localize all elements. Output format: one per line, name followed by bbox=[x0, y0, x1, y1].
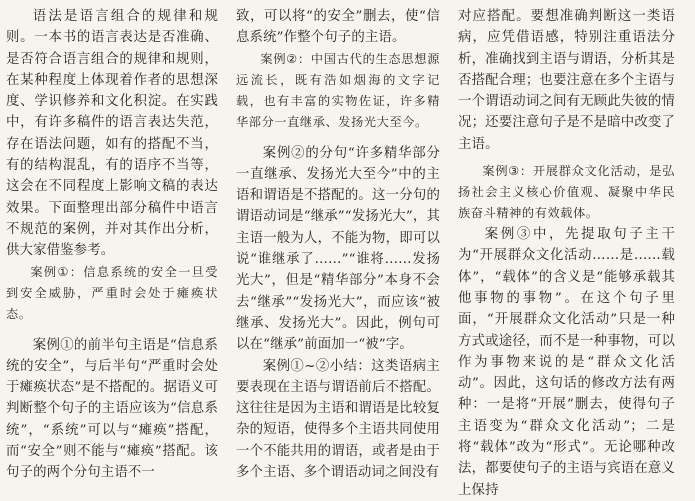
analysis-paragraph-1: 案例①的前半句主语是“信息系统的安全”，与后半句“严重时会处于瘫痪状态”是不搭配的。据语义可判断整个句子的主语应该为“信息系统”，“系统”可以与“瘫痪”搭配，而“安全”则不能与“瘫痪”搭配。该句子的两个分句主语不一 bbox=[6, 337, 218, 481]
analysis-paragraph-3: 案例③中，先提取句子主干为“开展群众文化活动……是……载体”，“载体”的含义是“能够承载其他事物的事物”。在这个句子里面，“开展群众文化活动”只是一种方式或途径，而不是一种事物，可以作为事物来说的是“群众文化活动”。因此，这句话的修改方法有两种：一是将“开展”删去，使得句子主语变为“群众文化活动”；二是将“载体”改为“形式”。无论哪种改法，都要使句子的主语与宾语在意义上保持 bbox=[458, 227, 675, 498]
column-left bbox=[6, 6, 224, 481]
column-middle bbox=[224, 6, 446, 481]
column-right bbox=[446, 6, 675, 498]
intro-paragraph: 语法是语言组合的规律和规则。一本书的语言表达是否准确、是否符合语言组合的规律和规则，在某种程度上体现着作者的思想深度、学识修养和文化积淀。在实践中，有许多稿件的语言表达失范，存在语法问题，如有的搭配不当，有的结构混乱，有的语序不当等，这会在不同程度上影响文稿的表达效果。下面整理出部分稿件中语言不规范的案例，并对其作出分析，供大家借鉴参考。 bbox=[6, 9, 218, 259]
example-3: 案例③：开展群众文化活动，是弘扬社会主义核心价值观、凝聚中华民族奋斗精神的有效载体。 bbox=[458, 164, 675, 221]
example-2: 案例②：中国古代的生态思想源远流长，既有浩如烟海的文字记载，也有丰富的实物佐证，许多精华部分一直继承、发扬光大至今。 bbox=[236, 51, 440, 129]
continued-paragraph-1: 致，可以将“的安全”删去，使“信息系统”作整个句子的主语。 bbox=[236, 9, 440, 46]
summary-paragraph: 案例①~②小结：这类语病主要表现在主语与谓语前后不搭配。这往往是因为主语和谓语是比较复杂的短语，使得多个主语共同使用一个不能共用的谓语，或者是由于多个主语、多个谓语动词之间没有 bbox=[236, 358, 440, 481]
continued-paragraph-2: 对应搭配。要想准确判断这一类语病，应凭借语感，特别注重语法分析，准确找到主语与谓语，分析其是否搭配合理；也要注意在多个主语与一个谓语动词之间有无顾此失彼的情况；还要注意句子是不是暗中改变了主语。 bbox=[458, 9, 675, 152]
example-1: 案例①：信息系统的安全一旦受到安全威胁，严重时会处于瘫痪状态。 bbox=[6, 264, 218, 321]
analysis-paragraph-2: 案例②的分句“许多精华部分一直继承、发扬光大至今”中的主语和谓语是不搭配的。这一分句的谓语动词是“继承”“发扬光大”，其主语一般为人，不能为物，即可以说“谁继承了……”“谁将……发扬光大”，但是“精华部分”本身不会去“继承”“发扬光大”，而应该“被继承、发扬光大”。因此，例句可以在“继承”前面加一“被”字。 bbox=[236, 145, 441, 353]
